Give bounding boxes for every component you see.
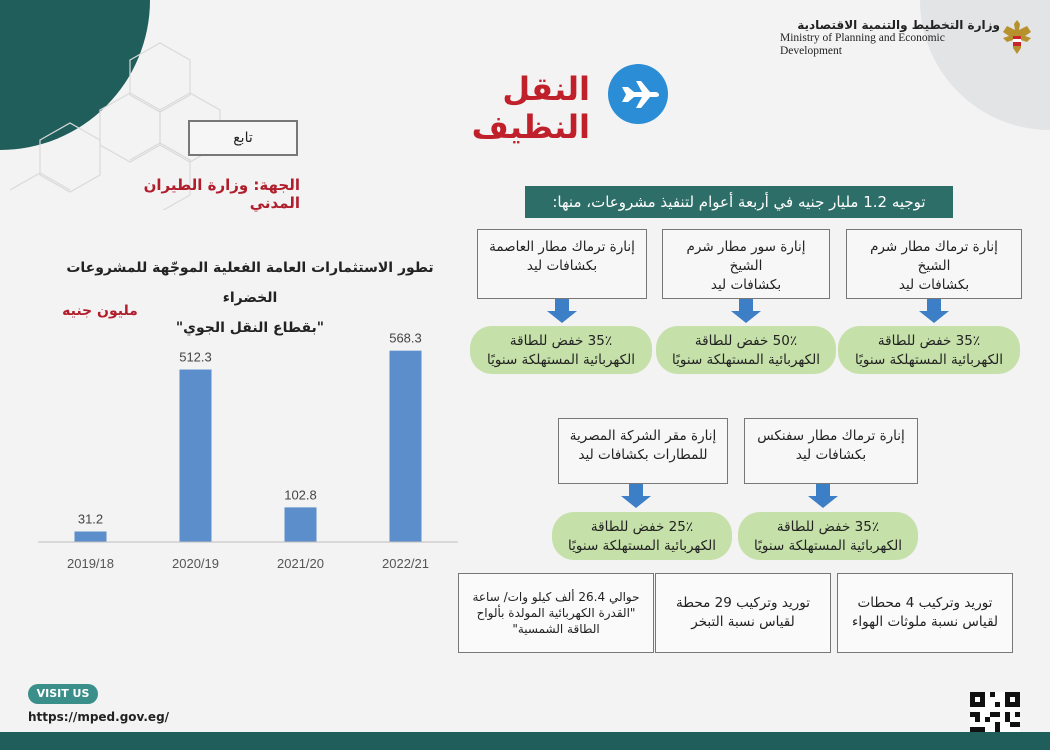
project-title: إنارة ترماك مطار العاصمة <box>489 239 635 255</box>
project-title: إنارة مقر الشركة المصرية <box>569 428 717 444</box>
stat-box-air-pollution-stations <box>837 573 1013 653</box>
agency-label: الجهة: وزارة الطيران المدني <box>143 176 300 212</box>
stat-line: حوالي 26.4 ألف كيلو وات/ ساعة <box>472 590 640 604</box>
visit-us-button[interactable]: VISIT US <box>28 684 98 704</box>
stat-box-evaporation-stations <box>655 573 831 653</box>
stat-line: الطاقة الشمسية" <box>512 622 600 636</box>
saving-percent: 35٪ خفض للطاقة <box>877 333 981 349</box>
project-box-sharm-tarmac <box>846 229 1022 299</box>
chart-title-line1: تطور الاستثمارات العامة الفعلية الموجّهة للمشروعات الخضراء <box>66 260 434 306</box>
category-label: 2021/20 <box>277 556 324 571</box>
stat-line: "القدرة الكهربائية المولدة بألواح <box>476 606 636 620</box>
bottom-bar <box>0 732 1050 750</box>
bar-2019/18 <box>75 531 107 542</box>
egypt-eagle-emblem-icon <box>1000 16 1034 60</box>
saving-text: الكهربائية المستهلكة سنويًا <box>487 352 635 368</box>
saving-pill <box>838 326 1020 374</box>
project-subtitle: بكشافات ليد <box>795 447 867 463</box>
saving-percent: 25٪ خفض للطاقة <box>590 519 694 535</box>
stat-box-solar-energy <box>458 573 654 653</box>
category-label: 2022/21 <box>382 556 429 571</box>
category-label: 2020/19 <box>172 556 219 571</box>
bar-2020/19 <box>180 370 212 542</box>
bar-2022/21 <box>390 351 422 542</box>
project-subtitle: بكشافات ليد <box>898 277 970 293</box>
category-label: 2019/18 <box>67 556 114 571</box>
value-label: 512.3 <box>179 349 212 365</box>
continued-label: تابع <box>188 120 298 156</box>
bar-2021/20 <box>285 507 317 542</box>
chart-title-line2: "بقطاع النقل الجوي" <box>175 320 325 336</box>
project-title: إنارة ترماك مطار شرم الشيخ <box>870 239 998 274</box>
investment-bar-chart <box>30 330 470 580</box>
ministry-header <box>780 18 1000 58</box>
project-subtitle: بكشافات ليد <box>710 277 782 293</box>
saving-percent: 50٪ خفض للطاقة <box>694 333 798 349</box>
website-link[interactable]: https://mped.gov.eg/ <box>28 710 170 724</box>
stat-line: توريد وتركيب 29 محطة <box>676 595 810 611</box>
saving-pill <box>470 326 652 374</box>
airplane-icon <box>608 64 668 124</box>
stat-line: لقياس نسبة ملوثات الهواء <box>852 614 999 630</box>
saving-text: الكهربائية المستهلكة سنويًا <box>855 352 1003 368</box>
value-label: 568.3 <box>389 330 422 346</box>
saving-pill <box>656 326 836 374</box>
saving-pill <box>552 512 732 560</box>
project-box-sphinx-tarmac <box>744 418 918 484</box>
stat-line: توريد وتركيب 4 محطات <box>857 595 993 611</box>
project-subtitle: بكشافات ليد <box>526 258 598 274</box>
saving-pill <box>738 512 918 560</box>
project-title: إنارة سور مطار شرم الشيخ <box>686 239 806 274</box>
ministry-name-arabic: وزارة التخطيط والتنمية الاقتصادية <box>797 18 1000 32</box>
project-box-ehcaa-hq <box>558 418 728 484</box>
saving-percent: 35٪ خفض للطاقة <box>776 519 880 535</box>
intro-banner: توجيه 1.2 مليار جنيه في أربعة أعوام لتنفيذ مشروعات، منها: <box>525 186 953 218</box>
ministry-name-english-line2: Development <box>780 45 842 57</box>
saving-text: الكهربائية المستهلكة سنويًا <box>672 352 820 368</box>
project-box-sharm-wall <box>662 229 830 299</box>
project-subtitle: للمطارات بكشافات ليد <box>578 447 708 463</box>
saving-percent: 35٪ خفض للطاقة <box>509 333 613 349</box>
ministry-name-english-line1: Ministry of Planning and Economic <box>780 32 945 44</box>
saving-text: الكهربائية المستهلكة سنويًا <box>754 538 902 554</box>
saving-text: الكهربائية المستهلكة سنويًا <box>568 538 716 554</box>
chart-unit: مليون جنيه <box>62 303 138 319</box>
project-title: إنارة ترماك مطار سفنكس <box>757 428 905 444</box>
stat-line: لقياس نسبة التبخر <box>691 614 795 630</box>
value-label: 102.8 <box>284 487 317 503</box>
project-box-capital-tarmac <box>477 229 647 299</box>
page-title: النقل النظيف <box>471 70 590 146</box>
value-label: 31.2 <box>77 511 104 527</box>
